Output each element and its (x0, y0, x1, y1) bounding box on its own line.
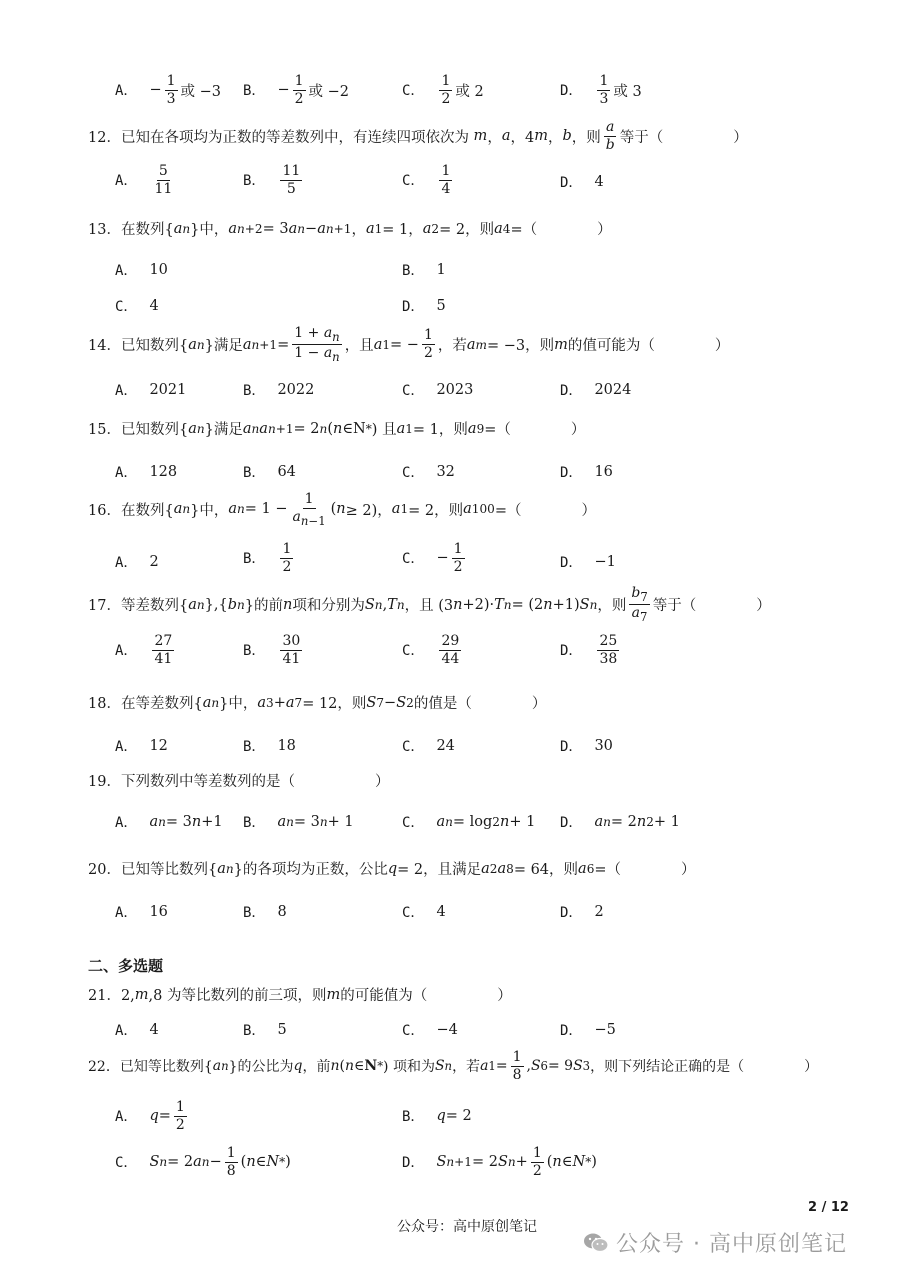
question-21: 21．2, m ,8 为等比数列的前三项，则 m 的可能值为（ ） (88, 986, 512, 1004)
q21-option-c: C． −4 (402, 1022, 458, 1039)
question-19: 19．下列数列中等差数列的是（ ） (88, 774, 390, 790)
q15-option-b: B． 64 (243, 464, 296, 481)
q11-option-a: A． − $\frac{1}{3}$ 或 −3 (115, 73, 221, 107)
q12-option-d: D． 4 (560, 174, 604, 191)
q22-option-c: C． S n = 2 a n − $\frac{1}{8}$ ( n ∈ N * ) (115, 1145, 291, 1179)
q20-option-d: D． 2 (560, 904, 604, 921)
q12-option-c: C． $\frac{1}{4}$ (402, 163, 451, 197)
question-16: 16．在数列{ a n }中， a n = 1 − $\frac{1}{a_{n-1}}$ ( n ≥ 2)， a 1 = 2，则 a 100 =（ ） (88, 491, 596, 528)
q13-option-b: B． 1 (402, 262, 446, 279)
watermark (582, 1227, 847, 1258)
q20-option-b: B． 8 (243, 904, 287, 921)
q13-option-d: D． 5 (402, 298, 446, 315)
q16-option-c: C． − $\frac{1}{2}$ (402, 541, 463, 575)
q21-option-a: A． 4 (115, 1022, 159, 1039)
q12-option-b: B． $\frac{11}{5}$ (243, 163, 301, 197)
q16-option-b: B． $\frac{1}{2}$ (243, 541, 292, 575)
question-13: 13．在数列{ a n }中， a n +2 = 3 a n − a n +1 ， a 1 = 1， a 2 = 2，则 a 4 =（ ） (88, 220, 612, 238)
q20-option-a: A． 16 (115, 904, 168, 921)
q16-option-d: D． −1 (560, 554, 616, 571)
watermark-text: 公众号 · 高中原创笔记 (616, 1232, 847, 1257)
q19-option-b: B． a n = 3 n + 1 (243, 814, 354, 831)
section-heading: 二、多选题 (88, 957, 164, 975)
q15-option-d: D． 16 (560, 464, 613, 481)
question-15: 15．已知数列{ a n }满足 a n a n +1 = 2 n ( n ∈N * ) 且 a 1 = 1，则 a 9 =（ ） (88, 420, 586, 438)
page-number: 2 / 12 (808, 1200, 849, 1215)
q15-option-a: A． 128 (115, 464, 178, 481)
q18-option-b: B． 18 (243, 738, 296, 755)
question-14: 14．已知数列{ a n }满足 a n +1 = $\frac{1 + a_n}{1 - a_n}$ ，且 a 1 = − $\frac{1}{2}$ ，若 a m = −3，则 m 的值可能为（ ） (88, 325, 730, 364)
q11-option-d: D． $\frac{1}{3}$ 或 3 (560, 73, 642, 107)
q11-option-b: B． − $\frac{1}{2}$ 或 −2 (243, 73, 349, 107)
footer-text: 公众号：高中原创笔记 (397, 1219, 537, 1235)
q19-option-c: C． a n = log 2 n + 1 (402, 814, 536, 831)
q16-option-a: A． 2 (115, 554, 159, 571)
q18-option-a: A． 12 (115, 738, 168, 755)
question-17: 17．等差数列{ a n },{ b n }的前 n 项和分别为 S n , T n ，且 (3 n +2)· T n = (2 n +1) S n ，则 $\frac{b_7}{a_7}$ 等于（ ） (88, 585, 771, 624)
q13-option-c: C． 4 (115, 298, 159, 315)
q20-option-c: C． 4 (402, 904, 446, 921)
q11-option-c: C． $\frac{1}{2}$ 或 2 (402, 73, 484, 107)
q14-option-b: B． 2022 (243, 382, 315, 399)
q21-option-b: B． 5 (243, 1022, 287, 1039)
q17-option-a: A． $\frac{27}{41}$ (115, 633, 173, 667)
q18-option-c: C． 24 (402, 738, 455, 755)
question-12: 12．已知在各项均为正数的等差数列中，有连续四项依次为 m ， a ，4 m ， b ，则 $\frac{a}{b}$ 等于（ ） (88, 119, 748, 153)
question-18: 18．在等差数列{ a n }中， a 3 + a 7 = 12，则 S 7 − S 2 的值是（ ） (88, 694, 547, 712)
wechat-icon (582, 1231, 610, 1255)
q17-option-c: C． $\frac{29}{44}$ (402, 633, 460, 667)
q14-option-d: D． 2024 (560, 382, 632, 399)
q17-option-d: D． $\frac{25}{38}$ (560, 633, 618, 667)
q14-option-a: A． 2021 (115, 382, 187, 399)
q21-option-d: D． −5 (560, 1022, 616, 1039)
q17-option-b: B． $\frac{30}{41}$ (243, 633, 301, 667)
q22-option-d: D． S n +1 = 2 S n + $\frac{1}{2}$ ( n ∈ N * ) (402, 1145, 597, 1179)
q14-option-c: C． 2023 (402, 382, 474, 399)
q13-option-a: A． 10 (115, 262, 168, 279)
q22-option-b: B． q = 2 (402, 1108, 472, 1125)
q19-option-d: D． a n = 2 n 2 + 1 (560, 814, 680, 831)
question-20: 20．已知等比数列{ a n }的各项均为正数，公比 q = 2，且满足 a 2 a 8 = 64，则 a 6 =（ ） (88, 860, 696, 878)
q12-option-a: A． $\frac{5}{11}$ (115, 163, 173, 197)
q15-option-c: C． 32 (402, 464, 455, 481)
q18-option-d: D． 30 (560, 738, 613, 755)
q22-option-a: A． q = $\frac{1}{2}$ (115, 1099, 185, 1133)
question-22: 22．已知等比数列{ a n }的公比为 q ，前 n ( n ∈ N * ) 项和为 S n ，若 a 1 = $\frac{1}{8}$ , S 6 = 9 S 3 ，则下列结论正确的是（ ） (88, 1049, 819, 1083)
q19-option-a: A． a n = 3 n +1 (115, 814, 223, 831)
